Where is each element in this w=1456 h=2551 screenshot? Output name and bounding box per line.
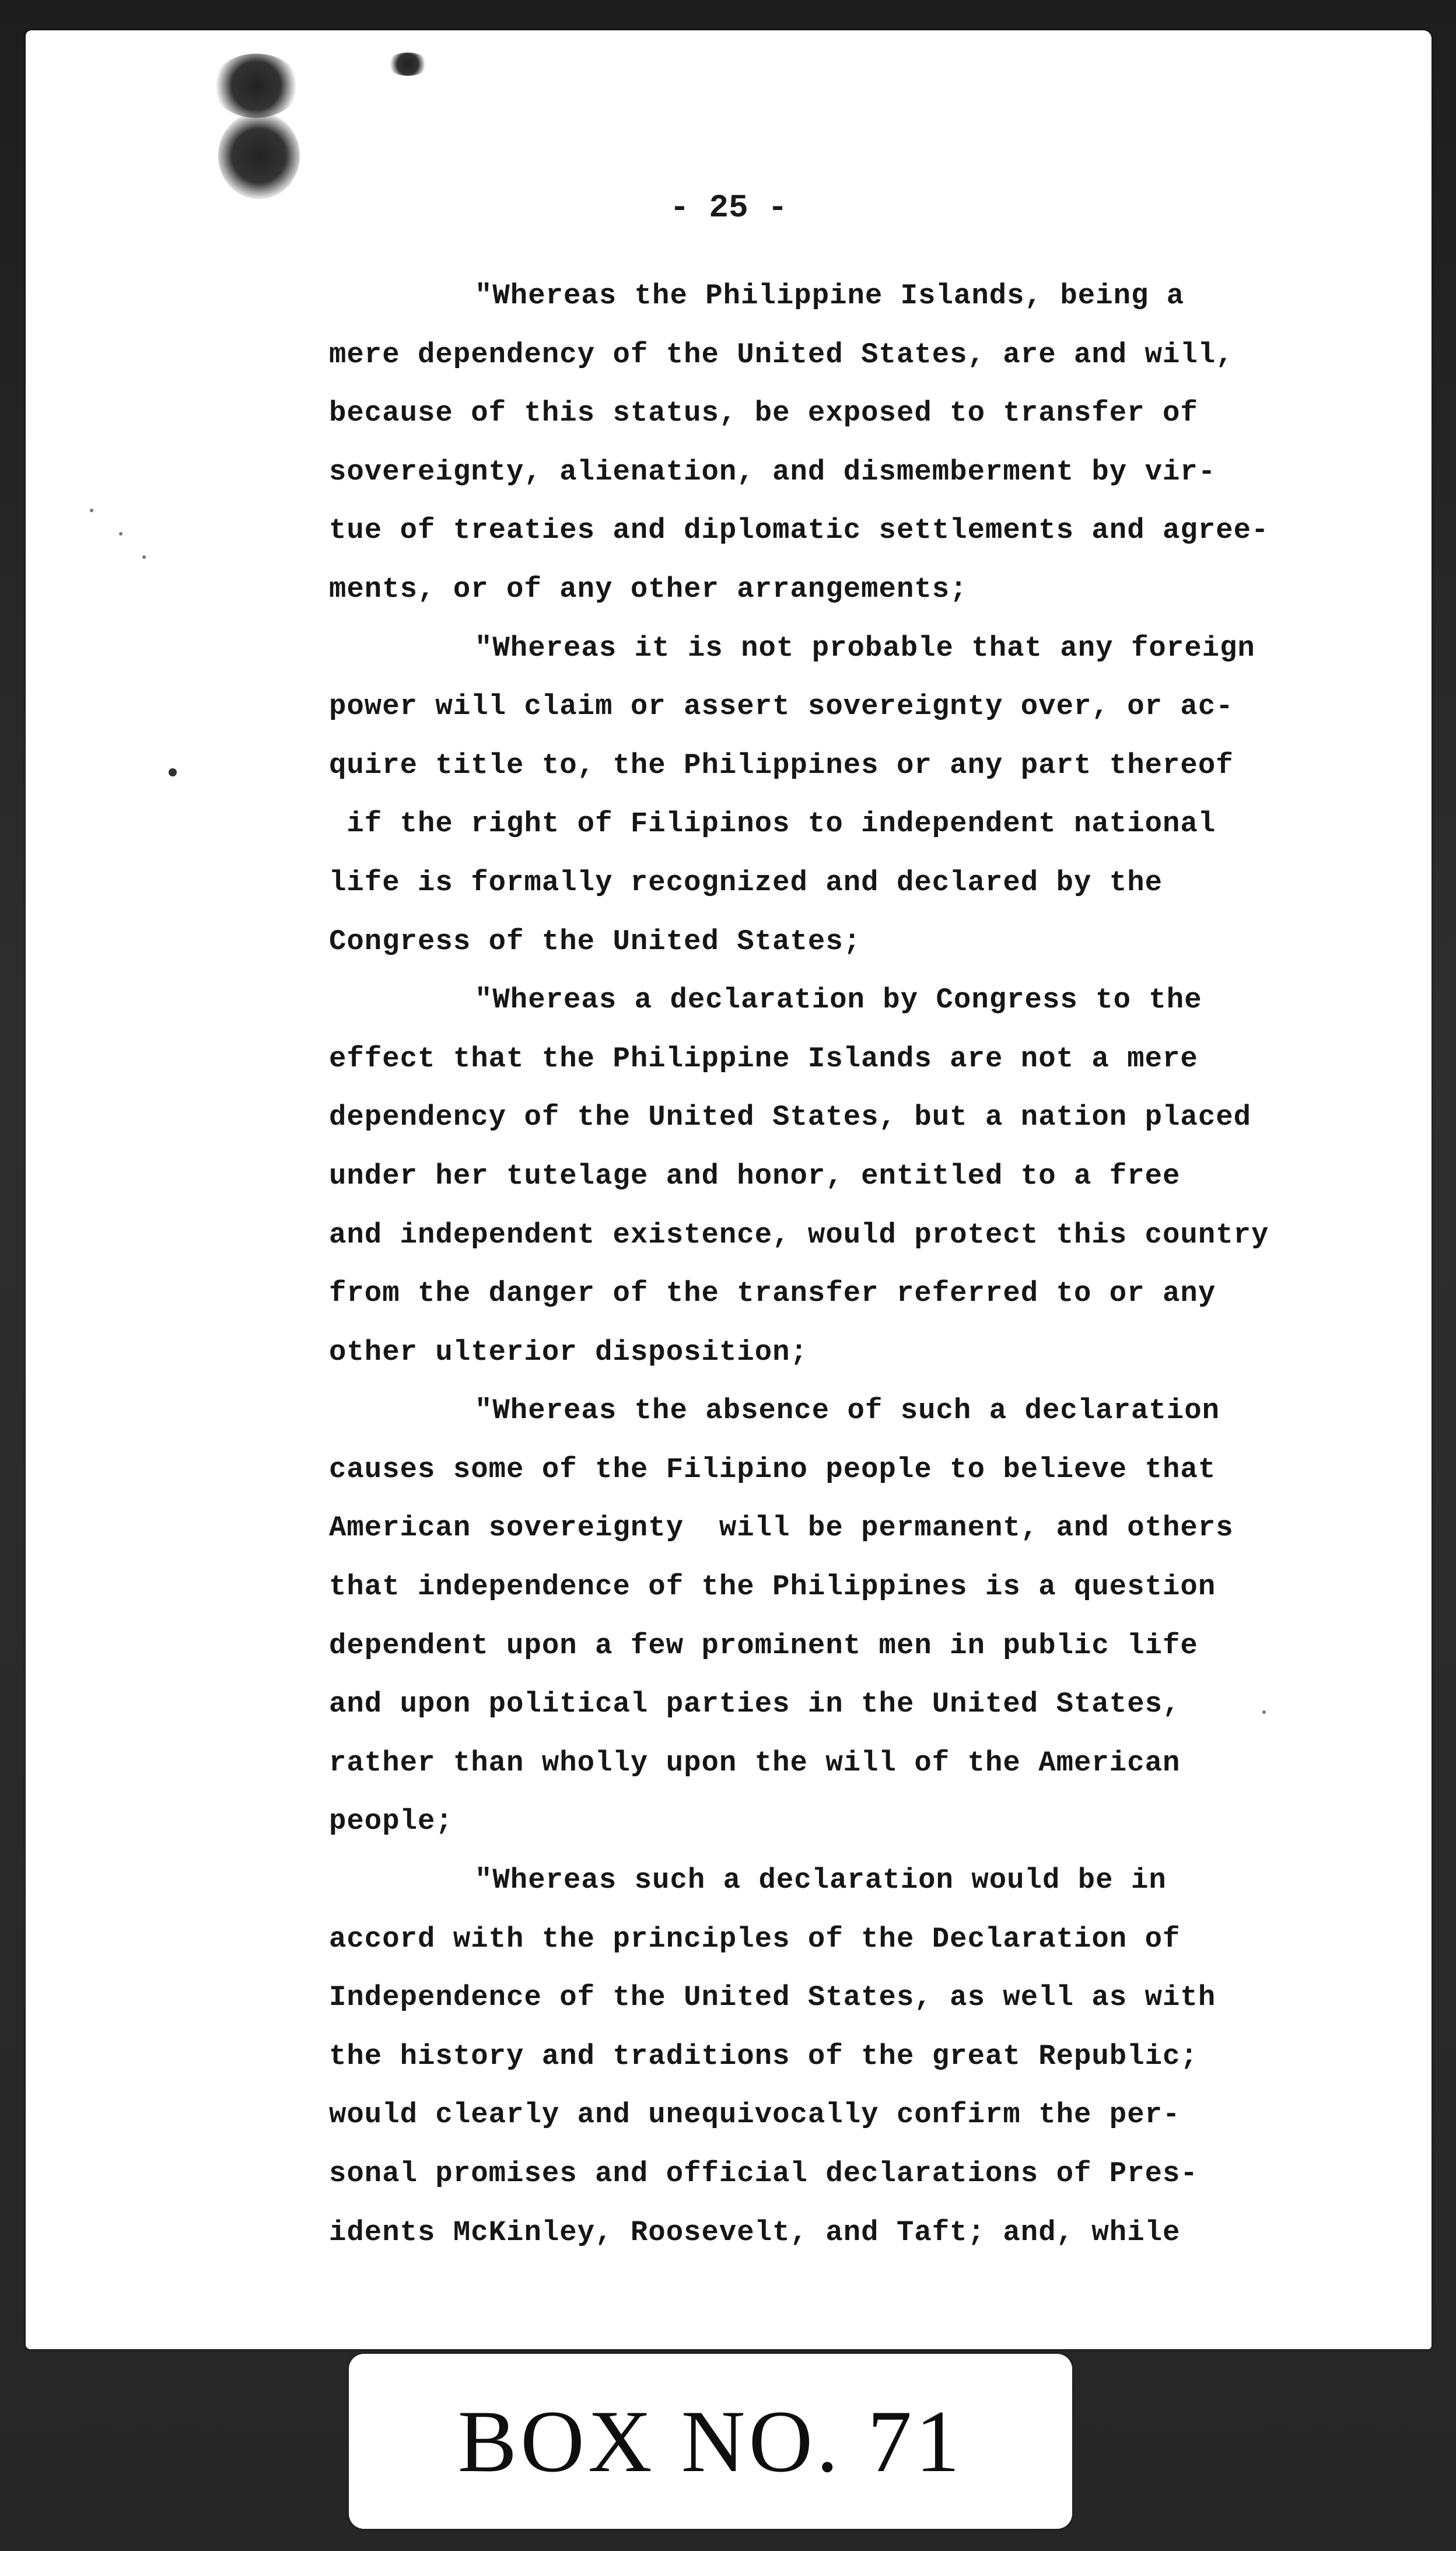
text-line: accord with the principles of the Declaration of: [329, 1922, 1181, 1955]
text-line: if the right of Filipinos to independent national: [329, 807, 1216, 841]
ink-speck: [119, 532, 123, 536]
ink-smudge: [218, 112, 300, 200]
box-number-text: BOX NO. 71: [457, 2392, 964, 2490]
text-line: other ulterior disposition;: [329, 1335, 808, 1369]
text-line: quire title to, the Philippines or any part thereof: [329, 748, 1234, 782]
archive-box-label: [349, 2354, 1072, 2529]
text-line: Congress of the United States;: [329, 925, 862, 958]
text-line: mere dependency of the United States, are and will,: [329, 338, 1234, 371]
text-line: and independent existence, would protect this country: [329, 1218, 1269, 1251]
text-line: power will claim or assert sovereignty over, or ac-: [329, 690, 1234, 723]
text-line: American sovereignty will be permanent, and others: [329, 1511, 1234, 1545]
text-line: would clearly and unequivocally confirm the per-: [329, 2098, 1181, 2132]
ink-speck: [169, 768, 177, 776]
page-number: - 25 -: [670, 189, 788, 226]
ink-smudge: [212, 54, 300, 118]
typed-body-text: [329, 267, 1356, 2262]
text-line: that independence of the Philippines is a question: [329, 1570, 1216, 1604]
ink-speck: [90, 509, 93, 512]
text-line: "Whereas the absence of such a declaration: [475, 1394, 1220, 1427]
text-line: sovereignty, alienation, and dismemberment by vir-: [329, 455, 1216, 488]
ink-smudge: [387, 53, 428, 76]
text-line: under her tutelage and honor, entitled to a free: [329, 1159, 1181, 1192]
text-line: dependent upon a few prominent men in public life: [329, 1629, 1198, 1662]
text-line: "Whereas it is not probable that any foreign: [475, 631, 1255, 664]
text-line: Independence of the United States, as well as with: [329, 1981, 1216, 2014]
ink-speck: [142, 555, 146, 559]
text-line: effect that the Philippine Islands are not a mere: [329, 1042, 1198, 1075]
text-line: "Whereas such a declaration would be in: [475, 1864, 1167, 1897]
text-line: tue of treaties and diplomatic settlements and agree-: [329, 514, 1269, 547]
text-line: people;: [329, 1805, 453, 1838]
text-line: ments, or of any other arrangements;: [329, 572, 968, 606]
text-line: dependency of the United States, but a nation placed: [329, 1101, 1252, 1134]
text-line: because of this status, be exposed to transfer of: [329, 397, 1198, 430]
text-line: life is formally recognized and declared by the: [329, 866, 1163, 899]
text-line: "Whereas a declaration by Congress to the: [475, 984, 1202, 1017]
text-line: "Whereas the Philippine Islands, being a: [475, 279, 1185, 312]
document-page: [26, 30, 1432, 2349]
text-line: from the danger of the transfer referred to or any: [329, 1277, 1216, 1310]
text-line: the history and traditions of the great Republic;: [329, 2039, 1198, 2073]
text-line: rather than wholly upon the will of the American: [329, 1746, 1181, 1779]
text-line: causes some of the Filipino people to believe that: [329, 1453, 1216, 1486]
text-line: idents McKinley, Roosevelt, and Taft; and, while: [329, 2216, 1181, 2249]
text-line: sonal promises and official declarations of Pres-: [329, 2157, 1198, 2190]
text-line: and upon political parties in the United States,: [329, 1688, 1181, 1721]
